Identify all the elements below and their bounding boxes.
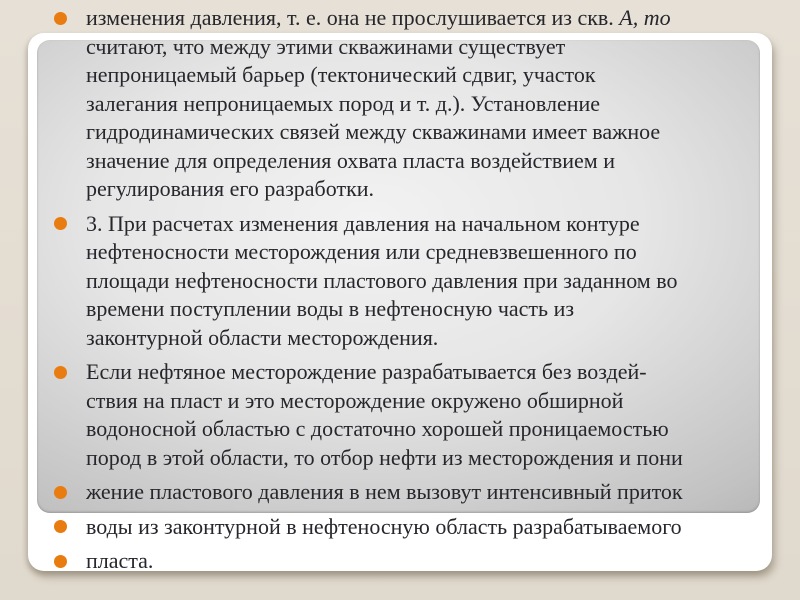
text-line: залегания непроницаемых пород и т. д.). Установление: [86, 90, 601, 116]
text-line: водоносной областью с достаточно хорошей проницаемостью: [86, 416, 669, 441]
bullet-paragraph: [48, 4, 764, 204]
bullet-text-block: [48, 4, 764, 576]
bullet-paragraph: [48, 210, 764, 353]
text-line: воды из законтурной в нефтеносную область разрабатываемого: [86, 513, 682, 539]
text-line: Если нефтяное месторождение разрабатывается без воздей-: [86, 359, 647, 384]
text-line: жение пластового давления в нем вызовут интенсивный приток: [86, 479, 683, 504]
bullet-paragraph: [48, 358, 764, 472]
text-line: считают, что между этими скважинами существует: [86, 33, 566, 59]
bullet-icon: [54, 555, 67, 568]
text-line: законтурной области месторождения.: [86, 324, 439, 350]
bullet-icon: [54, 12, 67, 25]
bullet-paragraph: [48, 513, 764, 542]
text-line: 3. При расчетах изменения давления на начальном контуре: [86, 210, 640, 236]
bullet-icon: [54, 520, 67, 533]
text-line: площади нефтеносности пластового давления при заданном во: [86, 267, 678, 293]
text-line: гидродинамических связей между скважинами имеет важное: [86, 119, 661, 144]
well-label-italic: А, то: [619, 5, 671, 30]
text-line: регулирования его разработки.: [86, 176, 375, 201]
text-line: нефтеносности месторождения или средневзвешенного по: [86, 239, 637, 264]
text-line: значение для определения охвата пласта воздействием и: [86, 147, 615, 173]
text-line: ствия на пласт и это месторождение окружено обширной: [86, 387, 624, 413]
text-segment: изменения давления, т. е. она не прослушивается из скв.: [86, 5, 620, 30]
bullet-icon: [54, 217, 67, 230]
text-line: пород в этой области, то отбор нефти из месторождения и пони: [86, 444, 683, 470]
bullet-paragraph: [48, 547, 764, 576]
text-line: [86, 4, 764, 33]
text-line: непроницаемый барьер (тектонический сдвиг, участок: [86, 62, 596, 87]
bullet-icon: [54, 366, 67, 379]
text-line: времени поступлении воды в нефтеносную часть из: [86, 296, 575, 321]
text-line: пласта.: [86, 548, 154, 573]
bullet-paragraph: [48, 478, 764, 507]
bullet-icon: [54, 486, 67, 499]
